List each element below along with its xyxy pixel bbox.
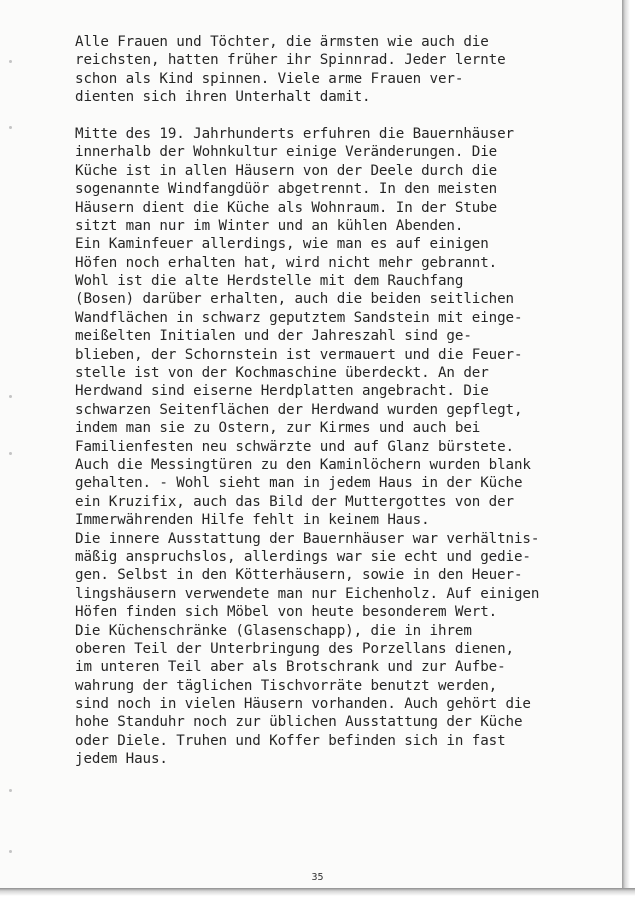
text-line: Wohl ist die alte Herdstelle mit dem Rauchfang [75,273,464,290]
text-line: mäßig anspruchslos, allerdings war sie echt und gedie- [75,548,531,565]
text-line: schwarzen Seitenflächen der Herdwand wurden gepflegt, [75,401,523,418]
page-number: 35 [311,872,324,883]
text-line: Häusern dient die Küche als Wohnraum. In der Stube [75,199,498,216]
text-line: ein Kruzifix, auch das Bild der Muttergottes von der [75,493,514,510]
paragraph-1 [75,33,595,107]
text-line: Auch die Messingtüren zu den Kaminlöchern wurden blank [75,456,531,473]
text-line: jedem Haus. [75,751,168,768]
text-line: Höfen noch erhalten hat, wird nicht mehr gebrannt. [75,254,498,271]
text-line: Herdwand sind eiserne Herdplatten angebracht. Die [75,383,489,400]
text-line: Immerwährenden Hilfe fehlt in keinem Haus. [75,512,430,529]
text-line: indem man sie zu Ostern, zur Kirmes und auch bei [75,420,481,437]
text-line: meißelten Initialen und der Jahreszahl sind ge- [75,328,472,345]
text-line: stelle ist von der Kochmaschine überdeckt. An der [75,365,489,382]
page-edge-shadow-right [622,0,635,900]
text-line: gen. Selbst in den Kötterhäusern, sowie in den Heuer- [75,567,523,584]
text-line: schon als Kind spinnen. Viele arme Frauen ver- [75,70,464,87]
text-line: reichsten, hatten früher ihr Spinnrad. Jeder lernte [75,52,506,69]
text-line: sogenannte Windfangdüör abgetrennt. In den meisten [75,181,498,198]
text-line: gehalten. - Wohl sieht man in jedem Haus in der Küche [75,475,523,492]
text-line: (Bosen) darüber erhalten, auch die beiden seitlichen [75,291,514,308]
margin-speck [9,395,12,398]
text-line: hohe Standuhr noch zur üblichen Ausstattung der Küche [75,714,523,731]
text-line: wahrung der täglichen Tischvorräte benutzt werden, [75,677,498,694]
text-line: Wandflächen in schwarz geputztem Sandstein mit einge- [75,309,523,326]
text-line: lingshäusern verwendete man nur Eichenholz. Auf einigen [75,585,540,602]
text-line: oberen Teil der Unterbringung des Porzellans dienen, [75,640,514,657]
text-line: blieben, der Schornstein ist vermauert und die Feuer- [75,346,523,363]
margin-speck [9,789,12,792]
text-line: dienten sich ihren Unterhalt damit. [75,89,371,106]
body-text [75,33,595,769]
text-line: sitzt man nur im Winter und an kühlen Abenden. [75,217,464,234]
margin-speck [9,126,12,129]
text-line: oder Diele. Truhen und Koffer befinden sich in fast [75,732,506,749]
text-line: Ein Kaminfeuer allerdings, wie man es auf einigen [75,236,489,253]
margin-speck [9,452,12,455]
text-line: Mitte des 19. Jahrhunderts erfuhren die Bauernhäuser [75,125,514,142]
text-line: Höfen finden sich Möbel von heute besonderem Wert. [75,604,498,621]
text-line: innerhalb der Wohnkultur einige Veränderungen. Die [75,144,498,161]
text-line: Küche ist in allen Häusern von der Deele durch die [75,162,498,179]
text-line: im unteren Teil aber als Brotschrank und zur Aufbe- [75,659,506,676]
text-line: Alle Frauen und Töchter, die ärmsten wie auch die [75,34,489,50]
text-line: Familienfesten neu schwärzte und auf Glanz bürstete. [75,438,514,455]
paragraph-gap [75,107,595,125]
text-line: sind noch in vielen Häusern vorhanden. Auch gehört die [75,696,531,713]
margin-speck [9,850,12,853]
page-edge-shadow-bottom [0,888,635,900]
paragraph-2 [75,125,595,769]
text-line: Die innere Ausstattung der Bauernhäuser war verhältnis- [75,530,540,547]
text-line: Die Küchenschränke (Glasenschapp), die in ihrem [75,622,472,639]
margin-speck [9,60,12,63]
